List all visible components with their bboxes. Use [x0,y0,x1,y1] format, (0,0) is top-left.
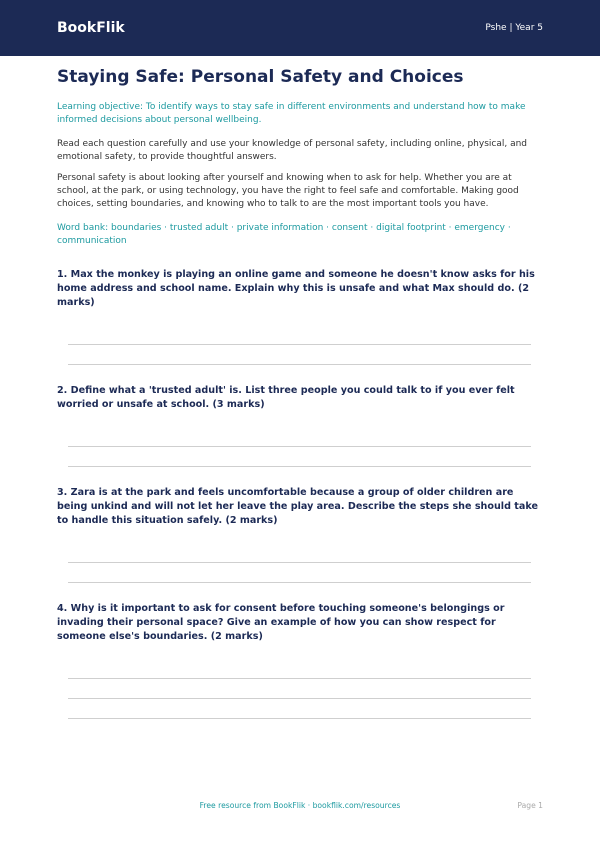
answer-line[interactable] [68,718,531,719]
answer-line[interactable] [68,678,531,679]
question-2 [57,384,543,412]
footer-source-link[interactable]: Free resource from BookFlik · bookflik.com/resources [199,801,401,810]
question-text: 4. Why is it important to ask for consent before touching someone's belongings or invading their personal space? Give an example of how you can show respect for someone else's boundaries. (2 marks) [57,603,505,642]
word-bank: Word bank: boundaries · trusted adult · private information · consent · digital footprint · emergency · communication [57,223,511,246]
answer-line[interactable] [68,344,531,345]
answer-line[interactable] [68,466,531,467]
answer-line[interactable] [68,698,531,699]
context-paragraph: Personal safety is about looking after yourself and knowing when to ask for help. Whether you are at school, at the park, or using technology, you have the right to feel safe and comfortable. Making good choices, setting boundaries, and knowing who to talk to are the most important tools you have. [57,173,519,209]
question-3 [57,486,543,528]
page-number: Page 1 [517,801,543,810]
brand-logo: BookFlik [57,20,125,36]
answer-line[interactable] [68,562,531,563]
intro-section [57,66,543,248]
question-1 [57,268,543,310]
question-4 [57,602,543,644]
question-text: 1. Max the monkey is playing an online game and someone he doesn't know asks for his home address and school name. Explain why this is unsafe and what Max should do. (2 marks) [57,269,535,308]
question-text: 3. Zara is at the park and feels uncomfortable because a group of older children are being unkind and will not let her leave the play area. Describe the steps she should take to handle this situation safely. (2 marks) [57,487,538,526]
learning-objective: Learning objective: To identify ways to stay safe in different environments and understand how to make informed decisions about personal wellbeing. [57,102,526,125]
answer-line[interactable] [68,446,531,447]
answer-line[interactable] [68,364,531,365]
instructions-paragraph: Read each question carefully and use your knowledge of personal safety, including online, physical, and emotional safety, to provide thoughtful answers. [57,139,527,162]
page-title: Staying Safe: Personal Safety and Choices [57,67,464,87]
header-bar [0,0,600,56]
question-text: 2. Define what a 'trusted adult' is. List three people you could talk to if you ever felt worried or unsafe at school. (3 marks) [57,385,515,410]
answer-line[interactable] [68,582,531,583]
subject-year: Pshe | Year 5 [485,23,543,33]
